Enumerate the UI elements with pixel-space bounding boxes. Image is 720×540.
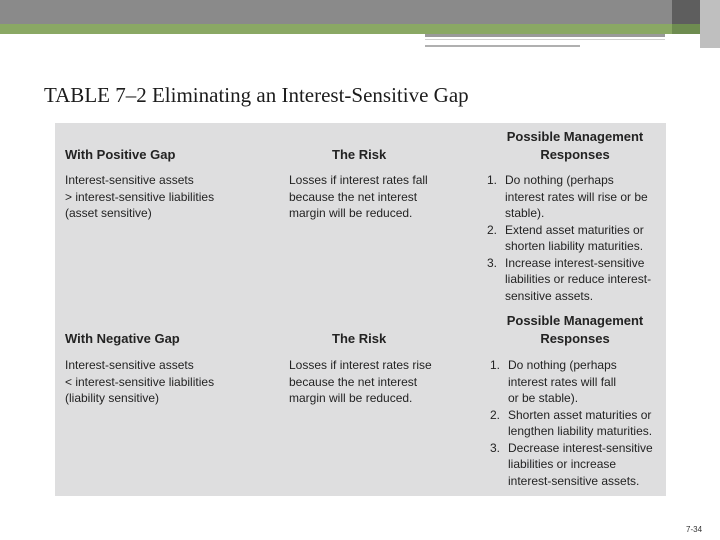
header-band xyxy=(0,0,720,24)
header-green-band xyxy=(0,24,720,34)
list-item: 3. Decrease interest-sensitive liabilities or increase interest-sensitive assets. xyxy=(490,440,653,488)
gap-table xyxy=(55,123,666,496)
page-number: 7-34 xyxy=(686,525,703,534)
list-item: 2. Shorten asset maturities or lengthen liability maturities. xyxy=(490,407,653,438)
risk-header: The Risk xyxy=(332,331,387,346)
negative-gap-condition: Interest-sensitive assets < interest-sensitive liabilities (liability sensitive) xyxy=(65,358,215,405)
list-item: 1. Do nothing (perhaps interest rates will rise or be stable). xyxy=(487,173,648,220)
header-rule xyxy=(425,34,665,37)
risk-header: The Risk xyxy=(332,147,387,162)
positive-gap-responses xyxy=(487,172,651,304)
negative-gap-responses xyxy=(490,357,653,489)
list-item: 2. Extend asset maturities or shorten liability maturities. xyxy=(487,222,644,253)
negative-gap-risk: Losses if interest rates rise because the net interest margin will be reduced. xyxy=(289,358,432,405)
positive-gap-risk: Losses if interest rates fall because the net interest margin will be reduced. xyxy=(289,173,428,220)
header-rule xyxy=(425,39,665,40)
list-item: 3. Increase interest-sensitive liabilities or reduce interest- sensitive assets. xyxy=(487,255,652,303)
responses-header: Possible Management Responses xyxy=(506,313,644,346)
list-item: 1. Do nothing (perhaps interest rates will fall or be stable). xyxy=(490,358,617,405)
negative-gap-header: With Negative Gap xyxy=(65,331,180,346)
positive-gap-condition: Interest-sensitive assets > interest-sensitive liabilities (asset sensitive) xyxy=(65,173,215,220)
responses-header: Possible Management Responses xyxy=(506,129,644,162)
header-rule xyxy=(425,45,580,47)
header-edge-block xyxy=(700,0,720,48)
positive-gap-header: With Positive Gap xyxy=(65,147,176,162)
slide-title: TABLE 7–2 Eliminating an Interest-Sensitive Gap xyxy=(44,83,469,107)
